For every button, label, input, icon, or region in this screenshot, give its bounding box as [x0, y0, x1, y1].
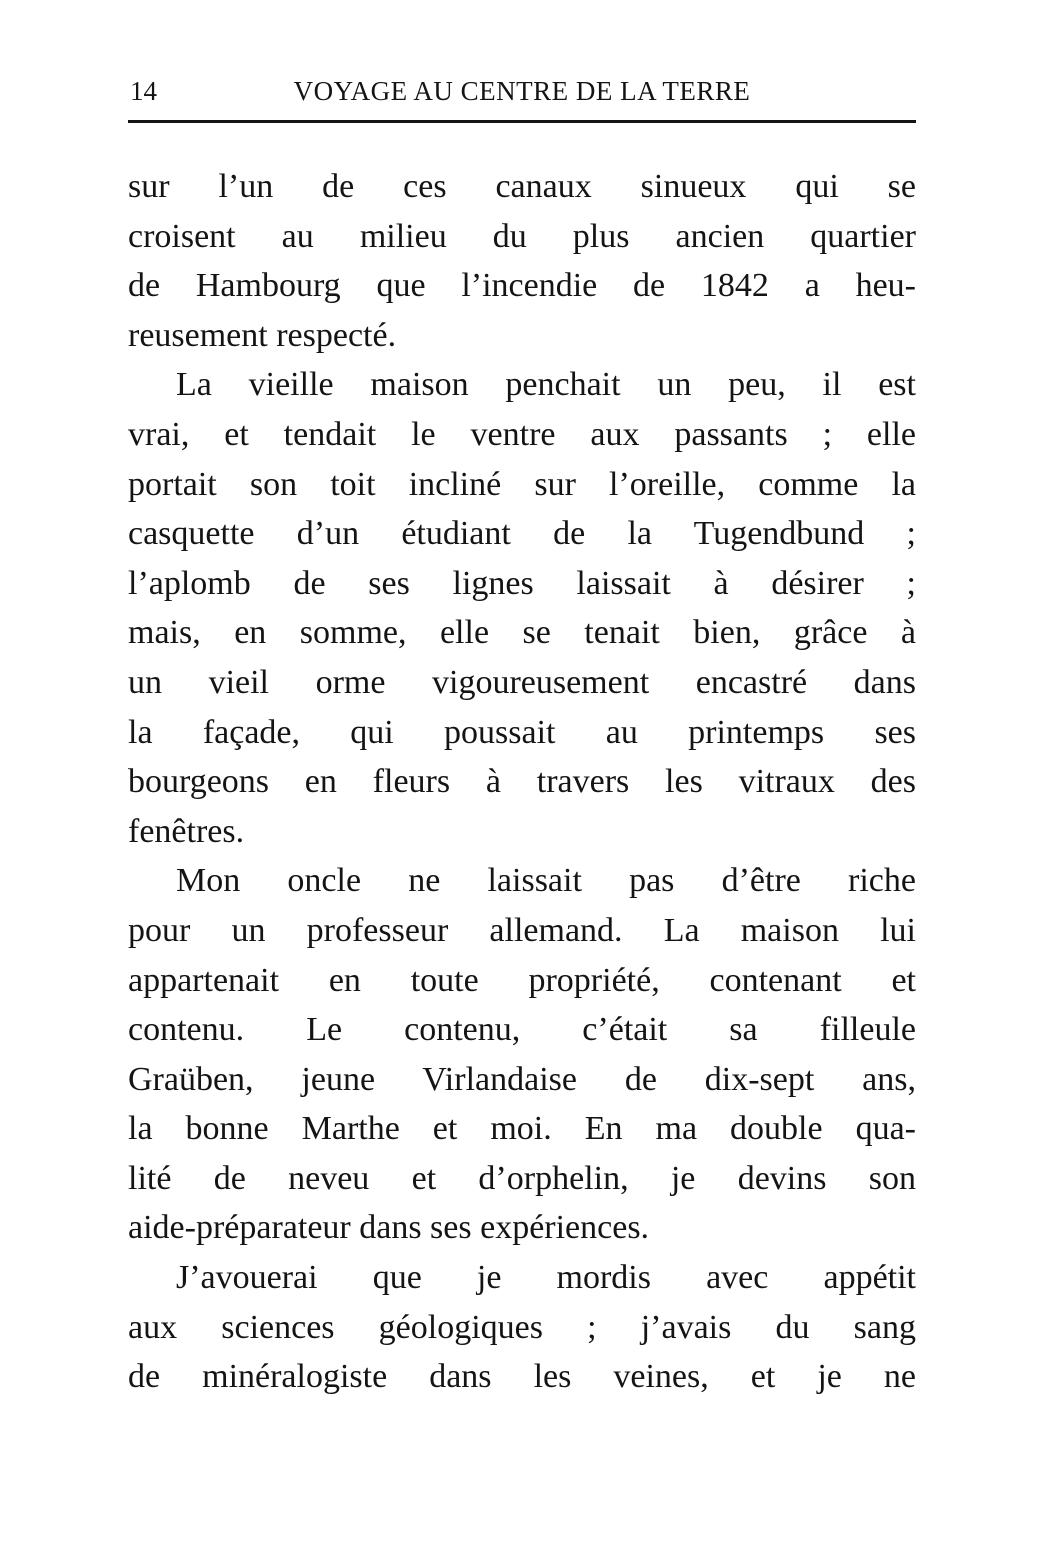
text-line: La vieille maison penchait un peu, il est	[176, 366, 916, 404]
text-line: un vieil orme vigoureusement encastré dans	[128, 663, 916, 701]
body-text	[128, 162, 916, 1402]
text-line: bourgeons en fleurs à travers les vitraux des	[128, 763, 916, 801]
text-line: J’avouerai que je mordis avec appétit	[176, 1259, 916, 1297]
text-line: portait son toit incliné sur l’oreille, comme la	[128, 465, 916, 503]
text-line: mais, en somme, elle se tenait bien, grâce à	[128, 614, 916, 652]
paragraph	[128, 856, 916, 1253]
paragraph	[128, 162, 916, 360]
text-line: lité de neveu et d’orphelin, je devins son	[128, 1159, 916, 1197]
paragraph	[128, 1253, 916, 1402]
page-header	[128, 78, 916, 108]
text-line: Mon oncle ne laissait pas d’être riche	[176, 862, 916, 900]
text-line: appartenait en toute propriété, contenant et	[128, 961, 916, 999]
text-line: pour un professeur allemand. La maison lui	[128, 911, 916, 949]
text-line: l’aplomb de ses lignes laissait à désirer ;	[128, 564, 916, 602]
text-line: aide-préparateur dans ses expériences.	[128, 1209, 650, 1247]
text-line: croisent au milieu du plus ancien quartier	[128, 217, 916, 255]
text-line: aux sciences géologiques ; j’avais du sang	[128, 1308, 916, 1346]
text-line: casquette d’un étudiant de la Tugendbund ;	[128, 515, 916, 553]
running-title: VOYAGE AU CENTRE DE LA TERRE	[293, 76, 751, 106]
text-line: sur l’un de ces canaux sinueux qui se	[128, 168, 916, 205]
text-line: Graüben, jeune Virlandaise de dix-sept ans,	[128, 1060, 916, 1098]
text-line: vrai, et tendait le ventre aux passants ; elle	[128, 415, 916, 453]
header-rule	[128, 120, 916, 123]
page-number: 14	[130, 76, 157, 106]
text-line: de Hambourg que l’incendie de 1842 a heu-	[128, 267, 916, 305]
text-line: la bonne Marthe et moi. En ma double qua-	[128, 1110, 916, 1148]
text-line: de minéralogiste dans les veines, et je ne	[128, 1358, 916, 1396]
paragraph	[128, 360, 916, 856]
text-line: reusement respecté.	[128, 316, 397, 354]
text-line: fenêtres.	[128, 812, 245, 850]
text-line: contenu. Le contenu, c’était sa filleule	[128, 1011, 916, 1049]
text-line: la façade, qui poussait au printemps ses	[128, 713, 916, 751]
